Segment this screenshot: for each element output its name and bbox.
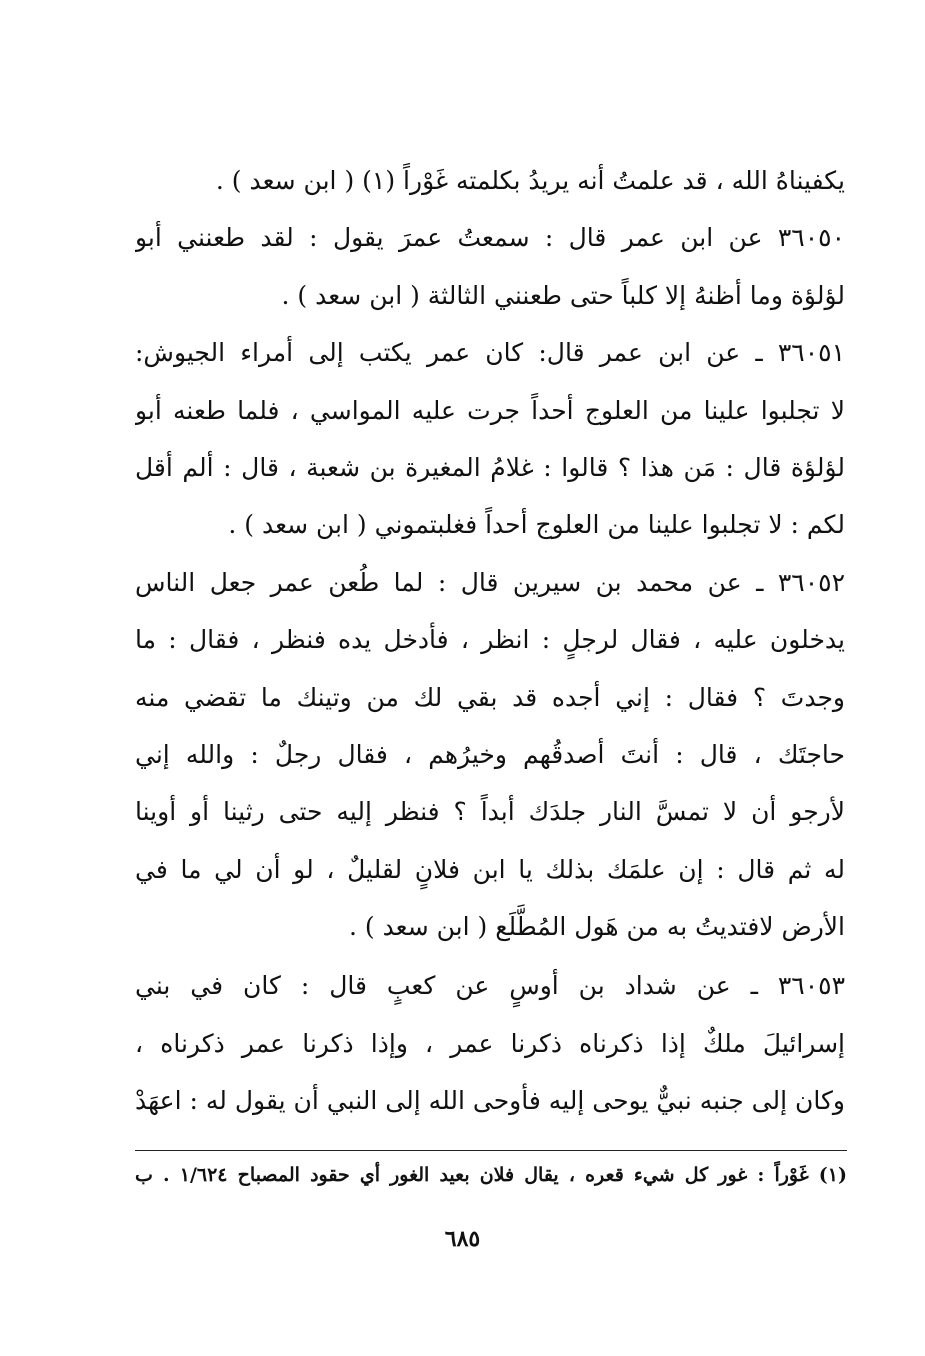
text-line: لأرجو أن لا تمسَّ النار جلدَك أبداً ؟ فنظر إليه حتى رثينا أو أوينا — [135, 797, 845, 827]
footnote: (١) غَوْراً : غور كل شيء قعره ، يقال فلان بعيد الغور أي حقود المصباح ١/٦٢٤ . ب — [135, 1164, 847, 1186]
footnote-divider — [135, 1150, 847, 1151]
text-line: ٣٦٠٥٠ عن ابن عمر قال : سمعتُ عمرَ يقول : لقد طعنني أبو — [135, 223, 845, 253]
text-line: وكان إلى جنبه نبيٌّ يوحى إليه فأوحى الله إلى النبي أن يقول له : اعهَدْ — [135, 1086, 845, 1116]
text-line: لا تجلبوا علينا من العلوج أحداً جرت عليه المواسي ، فلما طعنه أبو — [135, 395, 845, 425]
text-line: وجدتَ ؟ فقال : إني أجده قد بقي لك من وتينك ما تقضي منه — [135, 682, 845, 712]
text-line: ٣٦٠٥٢ ـ عن محمد بن سيرين قال : لما طُعن عمر جعل الناس — [135, 567, 845, 597]
text-line: لكم : لا تجلبوا علينا من العلوج أحداً فغلبتموني ( ابن سعد ) . — [228, 510, 845, 540]
text-line: ٣٦٠٥٣ ـ عن شداد بن أوسٍ عن كعبٍ قال : كان في بني — [135, 971, 845, 1001]
text-line: له ثم قال : إن علمَك بذلك يا ابن فلانٍ لقليلٌ ، لو أن لي ما في — [135, 854, 845, 884]
text-line: إسرائيلَ ملكٌ إذا ذكرناه ذكرنا عمر ، وإذا ذكرنا عمر ذكرناه ، — [135, 1028, 845, 1058]
text-line: الأرض لافتديتُ به من هَول المُطَّلَع ( ابن سعد ) . — [348, 912, 845, 942]
text-line: لؤلؤة قال : مَن هذا ؟ قالوا : غلامُ المغيرة بن شعبة ، قال : ألم أقل — [135, 452, 845, 482]
text-line: ٣٦٠٥١ ـ عن ابن عمر قال: كان عمر يكتب إلى أمراء الجيوش: — [135, 338, 845, 368]
text-line: يكفيناهُ الله ، قد علمتُ أنه يريدُ بكلمته غَوْراً (١) ( ابن سعد ) . — [215, 166, 845, 195]
text-line: لؤلؤة وما أظنهُ إلا كلباً حتى طعنني الثالثة ( ابن سعد ) . — [281, 280, 845, 310]
body-text — [135, 152, 845, 1130]
text-line: حاجتَك ، قال : أنتَ أصدقُهم وخيرُهم ، فقال رجلٌ : والله إني — [135, 739, 845, 769]
text-line: يدخلون عليه ، فقال لرجلٍ : انظر ، فأدخل يده فنظر ، فقال : ما — [135, 625, 845, 655]
page-number: ٦٨٥ — [444, 1226, 481, 1252]
